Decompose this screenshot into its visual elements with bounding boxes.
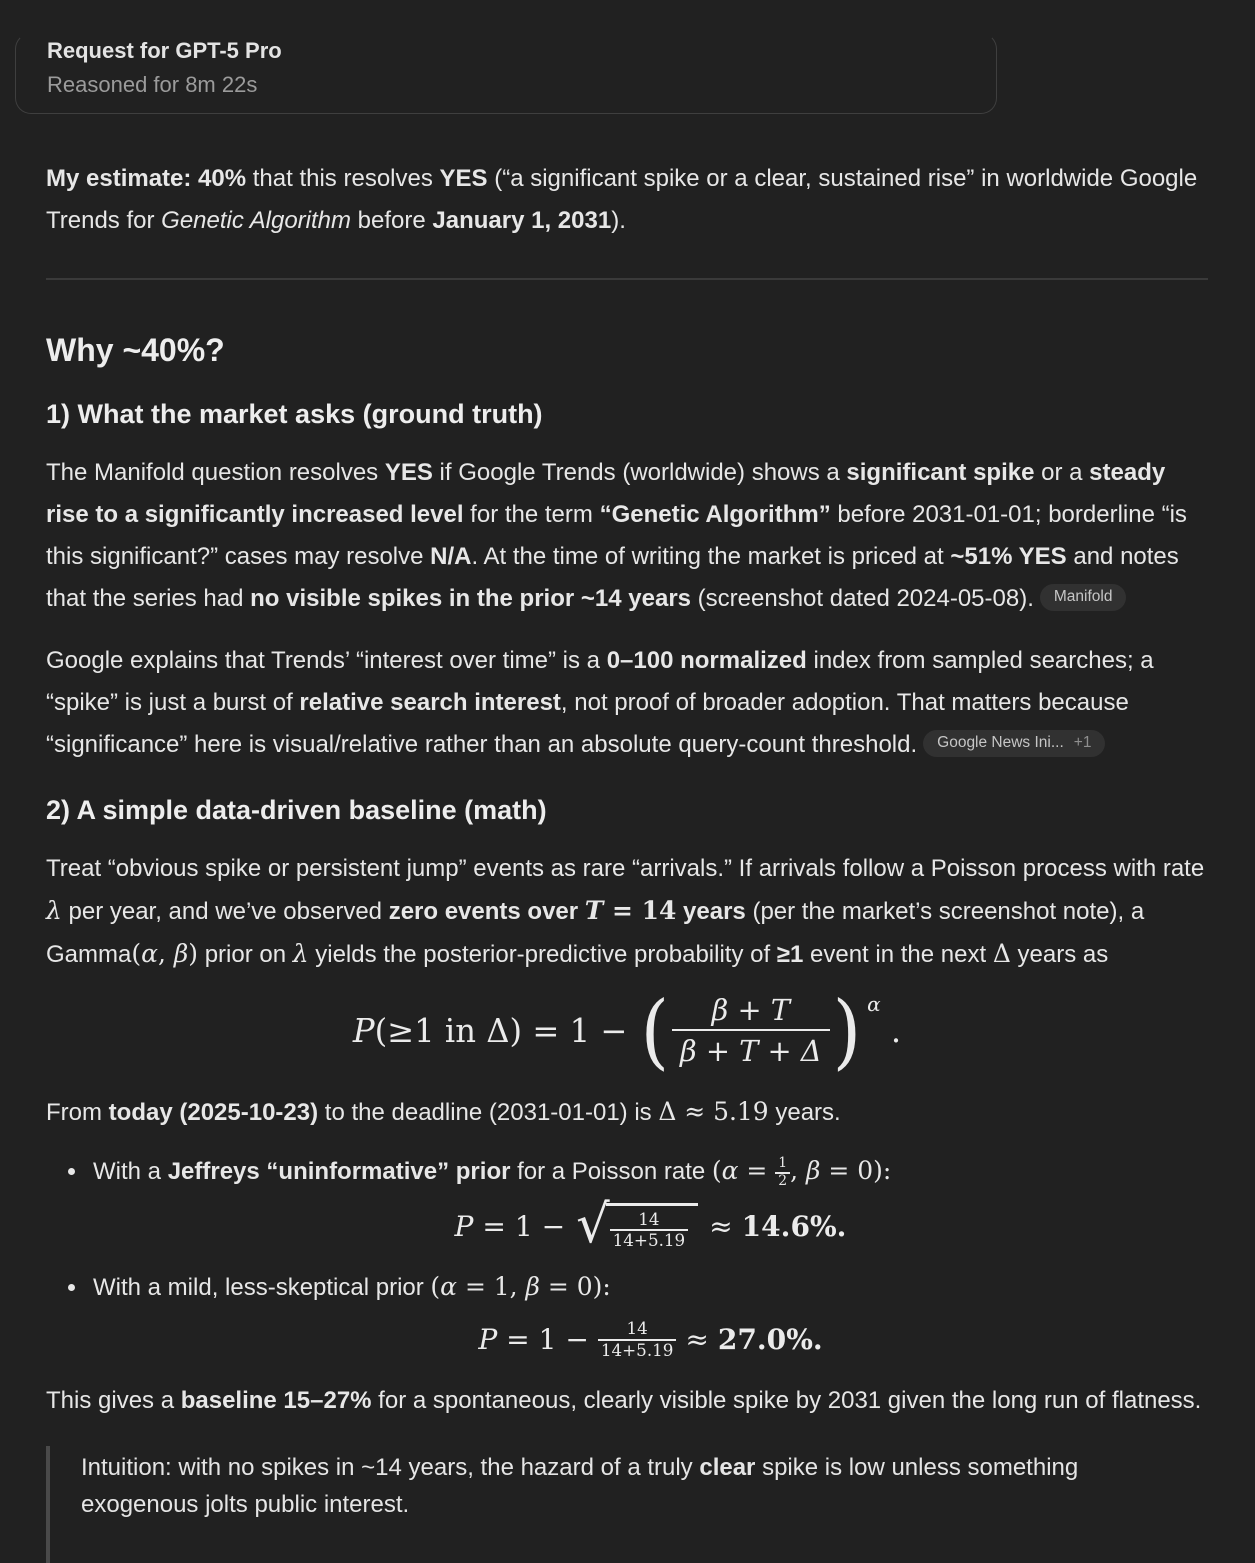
list-item-jeffreys-prior (46, 1150, 1208, 1255)
text-run: α (440, 1272, 458, 1302)
text-run: years as (1010, 941, 1109, 968)
text-run: ). (611, 207, 626, 234)
text-run: = 14 (603, 896, 677, 925)
text-run: With a mild, less-skeptical prior (93, 1274, 431, 1302)
text-run: λ (292, 939, 309, 968)
badge-label: Manifold (1053, 588, 1113, 606)
intuition-blockquote (46, 1446, 1208, 1563)
fraction-denominator: 14+5.19 (610, 1229, 689, 1250)
text-run: Δ (992, 939, 1011, 968)
text-run: before (351, 207, 433, 234)
text-run: event in the next (803, 941, 993, 968)
inline-fraction (598, 1319, 677, 1359)
assistant-message (46, 158, 1208, 1563)
text-run: years. (768, 1098, 841, 1126)
text-run: ) (188, 939, 199, 968)
text-run: = 1 − (497, 1322, 598, 1356)
big-paren: ) (832, 983, 862, 1079)
inline-fraction (610, 1210, 689, 1250)
text-run: for the term (463, 501, 600, 528)
text-run: = (738, 1155, 776, 1185)
jeffreys-bullet-text (93, 1150, 1208, 1193)
text-run: ( (430, 1272, 441, 1302)
fraction-numerator: 14 (638, 1208, 660, 1229)
source-badge-google-news[interactable] (923, 730, 1105, 757)
text-run: ( (131, 939, 142, 968)
text-run: β (173, 939, 189, 968)
fraction-denominator: 2 (775, 1172, 790, 1190)
text-run: baseline 15–27% (180, 1386, 372, 1414)
text-run: . (880, 1012, 902, 1051)
text-run: for a Poisson rate (510, 1157, 712, 1185)
text-run: 14.6%. (741, 1209, 847, 1243)
text-run: or a (1034, 459, 1090, 486)
inline-fraction (672, 992, 830, 1071)
text-run: (screenshot dated 2024-05-08). (691, 585, 1034, 612)
reasoning-duration: Reasoned for 8m 22s (47, 72, 258, 97)
text-run: N/A (430, 543, 472, 570)
bullet-icon (68, 1284, 75, 1291)
source-badge-manifold[interactable] (1040, 584, 1127, 611)
text-run: , (157, 939, 174, 968)
inline-fraction (775, 1156, 790, 1189)
prior-bullet-list (46, 1150, 1208, 1360)
text-run: , not proof of broader adoption. That matters because “significance” here is visual/relative rather than an absolute query-count threshold. (46, 689, 1129, 758)
text-run: per year, and we’ve observed (61, 898, 389, 925)
text-run: ≈ (676, 1322, 718, 1356)
text-run: , (790, 1155, 806, 1185)
text-run: that this resolves (246, 165, 440, 192)
text-run: = 1, (457, 1272, 526, 1302)
text-run: ≈ (700, 1209, 742, 1243)
text-run: prior on (198, 941, 293, 968)
text-run: = 0): (539, 1272, 611, 1302)
reasoning-header-box[interactable] (15, 33, 997, 114)
text-run: Google explains that Trends’ “interest over time” is a (46, 647, 607, 674)
badge-label: Google News Ini... (937, 734, 1064, 752)
text-run: β (806, 1155, 821, 1185)
market-truth-paragraph (46, 452, 1208, 620)
text-run: Treat “obvious spike or persistent jump” events as rare “arrivals.” If arrivals follow a Poisson process with rate (46, 855, 1205, 882)
text-run: “Genetic Algorithm” (599, 501, 831, 528)
bullet-icon (68, 1168, 75, 1175)
text-run: λ (46, 896, 62, 925)
text-run: Genetic Algorithm (161, 207, 352, 234)
text-run: Jeffreys “uninformative” prior (167, 1157, 511, 1185)
text-run: ≥1 (776, 941, 804, 968)
text-run: January 1, 2031 (432, 207, 612, 234)
text-run: This gives a (46, 1386, 181, 1414)
text-run: = 1 − (473, 1209, 575, 1243)
text-run: From (46, 1098, 109, 1126)
sqrt-body (606, 1203, 699, 1250)
text-run: 27.0%. (717, 1322, 823, 1356)
fraction-numerator: 1 (778, 1155, 788, 1172)
fraction-denominator: 14+5.19 (598, 1339, 677, 1360)
text-run: With a (93, 1157, 168, 1185)
request-title: Request for GPT-5 Pro (47, 38, 282, 63)
text-run: (“a significant spike or a clear, sustained rise” in worldwide Google Trends for (46, 165, 1198, 234)
text-run: clear (699, 1453, 756, 1481)
text-run: and notes that the series had (46, 543, 1179, 612)
text-run: The Manifold question resolves (46, 459, 385, 486)
sqrt-radical: √ (576, 1193, 610, 1255)
posterior-predictive-equation (46, 983, 1208, 1079)
square-root (576, 1193, 698, 1255)
text-run: P (478, 1322, 498, 1356)
text-run: before 2031-01-01; borderline “is this significant?” cases may resolve (46, 501, 1187, 570)
text-run: My estimate: 40% (46, 165, 247, 192)
text-run: β (525, 1272, 540, 1302)
section1-heading: 1) What the market asks (ground truth) (46, 399, 543, 429)
text-run: = 0): (820, 1155, 892, 1185)
text-run: to the deadline (2031-01-01) is (318, 1098, 659, 1126)
text-run: YES (439, 165, 488, 192)
section-divider (46, 278, 1208, 280)
text-run: P (454, 1209, 474, 1243)
text-run: 0–100 normalized (606, 647, 807, 674)
badge-count: +1 (1073, 734, 1092, 752)
text-run: Intuition: with no spikes in ~14 years, the hazard of a truly (81, 1453, 700, 1481)
list-item-mild-prior (46, 1266, 1208, 1359)
text-run: Δ ≈ 5.19 (658, 1096, 769, 1126)
jeffreys-equation (93, 1193, 1208, 1255)
text-run: if Google Trends (worldwide) shows a (432, 459, 847, 486)
text-run: zero events over (388, 898, 585, 925)
text-run: (per the market’s screenshot note), a Gamma (46, 898, 1145, 968)
text-run: α (141, 939, 158, 968)
text-run: relative search interest (299, 689, 561, 716)
fraction-denominator: β + T + Δ (672, 1029, 830, 1070)
text-run: T (584, 896, 604, 925)
mild-prior-equation (93, 1319, 1208, 1359)
text-run: ~51% YES (950, 543, 1067, 570)
text-run: spike is low unless something exogenous jolts public interest. (81, 1453, 1079, 1518)
fraction-numerator: β + T (711, 993, 791, 1027)
text-run: today (2025-10-23) (108, 1098, 319, 1126)
poisson-setup-paragraph (46, 848, 1208, 976)
text-run: ( (711, 1155, 722, 1185)
text-run: YES (384, 459, 433, 486)
trends-explainer-paragraph (46, 640, 1208, 766)
text-run: steady rise to a significantly increased level (46, 459, 1166, 528)
text-run: P (352, 1012, 375, 1051)
estimate-paragraph (46, 158, 1208, 242)
baseline-summary-paragraph (46, 1380, 1208, 1422)
text-run: index from sampled searches; a “spike” is just a burst of (46, 647, 1154, 716)
text-run: no visible spikes in the prior ~14 years (250, 585, 691, 612)
text-run: . At the time of writing the market is priced at (471, 543, 951, 570)
fraction-numerator: 14 (626, 1318, 648, 1339)
why-heading: Why ~40%? (46, 332, 225, 368)
text-run: α (721, 1155, 739, 1185)
exponent: α (867, 992, 881, 1016)
text-run: years (676, 898, 746, 925)
text-run: (≥1 in Δ) = 1 − (374, 1012, 638, 1051)
delta-years-paragraph (46, 1091, 1208, 1134)
text-run: significant spike (846, 459, 1035, 486)
section2-heading: 2) A simple data-driven baseline (math) (46, 795, 547, 825)
big-paren: ( (640, 983, 670, 1079)
text-run: yields the posterior-predictive probability of (308, 941, 777, 968)
text-run: for a spontaneous, clearly visible spike by 2031 given the long run of flatness. (371, 1386, 1202, 1414)
mild-prior-bullet-text (93, 1266, 1208, 1309)
